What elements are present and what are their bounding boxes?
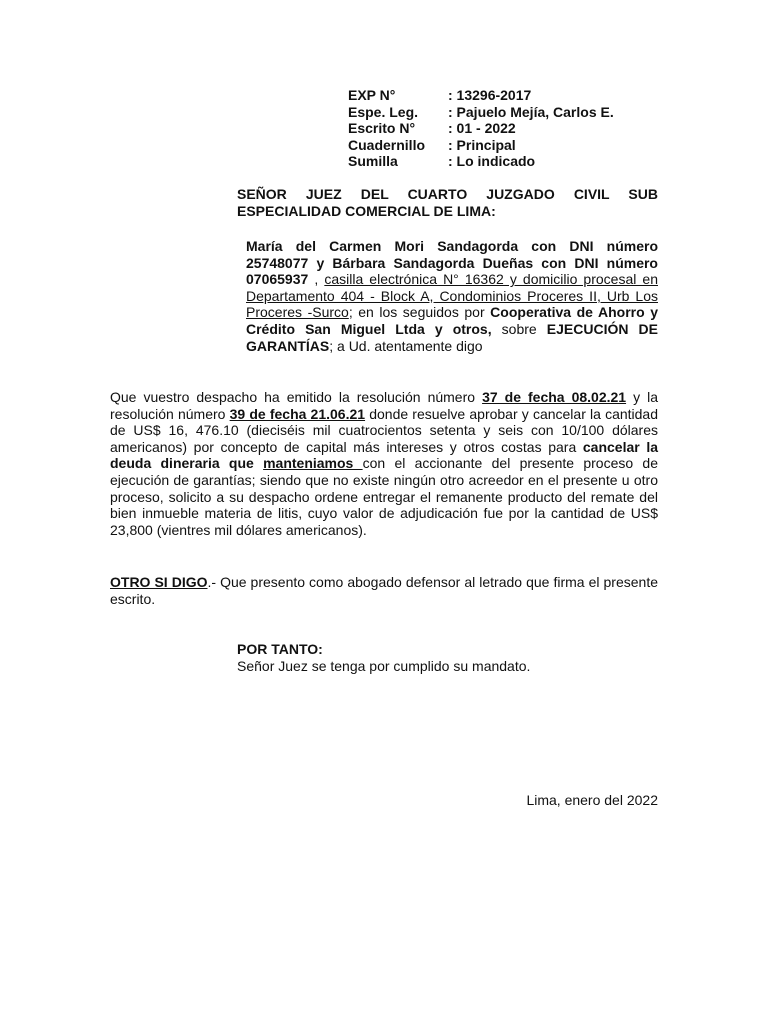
main-paragraph xyxy=(110,389,658,538)
manteniamos-text: manteniamos xyxy=(263,455,363,472)
header-key: Espe. Leg. xyxy=(348,103,419,120)
intro-comma: , xyxy=(308,271,325,288)
body-text: y la resolución número xyxy=(110,389,658,422)
por-tanto-title-text: POR TANTO: xyxy=(237,641,323,657)
resolution-39: 39 de fecha 21.06.21 xyxy=(229,405,366,422)
document-date: Lima, enero del 2022 xyxy=(526,792,658,808)
header-key: EXP N° xyxy=(348,87,396,103)
header-value: : 01 - 2022 xyxy=(448,120,516,137)
debt-text: cancelar la deuda dineraria que xyxy=(110,438,658,472)
header-key: Sumilla xyxy=(348,153,398,170)
por-tanto-title xyxy=(237,641,658,658)
intro-text: sobre xyxy=(491,320,547,337)
court-address: SEÑOR JUEZ DEL CUARTO JUZGADO CIVIL SUB ESPECIALIDAD COMERCIAL DE LIMA: xyxy=(237,186,658,219)
header-row-sumilla xyxy=(348,153,614,170)
resolution-37: 37 de fecha 08.02.21 xyxy=(482,389,627,405)
parties-text: María del Carmen Mori Sandagorda con DNI número 25748077 y Bárbara Sandagorda Dueñas con DNI número 07065937 xyxy=(246,238,658,288)
body-text: con el accionante del presente proceso de ejecución de garantías; siendo que no existe ningún otro acreedor en el presente u otro proceso, solicito a su despacho ordene entregar el remanente producto del remate del bien inmueble materia de litis, cuyo valor de adjudicación fue por la cantidad de US$ 23,800 (vientres mil dólares americanos). xyxy=(110,455,658,538)
header-value: : Lo indicado xyxy=(448,153,536,170)
header-key: Escrito N° xyxy=(348,120,416,137)
body-text: Que vuestro despacho ha emitido la resolución número xyxy=(110,389,483,405)
header-value: : 13296-2017 xyxy=(448,87,532,103)
header-row-espe-leg xyxy=(348,104,614,121)
header-value: : Pajuelo Mejía, Carlos E. xyxy=(448,103,614,120)
intro-paragraph xyxy=(246,238,658,354)
matter-text: EJECUCIÓN DE GARANTÍAS xyxy=(246,320,658,354)
por-tanto-section xyxy=(237,641,658,674)
header-row-cuadernillo xyxy=(348,137,614,154)
domicile-text: casilla electrónica N° 16362 y domicilio procesal en Departamento 404 - Block A, Condominios Proceres II, Urb Los Proceres -Surco xyxy=(246,271,658,321)
intro-text: ; en los seguidos por xyxy=(348,304,491,321)
otro-si-digo-paragraph xyxy=(110,574,658,607)
por-tanto-text: Señor Juez se tenga por cumplido su mandato. xyxy=(237,657,531,674)
header-value: : Principal xyxy=(448,136,516,153)
otro-si-digo-text: .- Que presento como abogado defensor al letrado que firma el presente escrito. xyxy=(110,574,658,607)
header-row-escrito xyxy=(348,120,614,137)
otro-si-digo-label: OTRO SI DIGO xyxy=(110,574,208,590)
body-text: donde resuelve aprobar y cancelar la cantidad de US$ 16, 476.10 (dieciséis mil cuatrocientos setenta y seis con 10/100 dólares americanos) por concepto de capital más intereses y otros costas para xyxy=(110,405,659,455)
case-header xyxy=(348,87,614,170)
defendant-text: Cooperativa de Ahorro y Crédito San Miguel Ltda y otros, xyxy=(246,304,658,337)
header-key: Cuadernillo xyxy=(348,136,426,153)
header-row-exp xyxy=(348,87,614,104)
intro-text: ; a Ud. atentamente digo xyxy=(329,337,483,354)
